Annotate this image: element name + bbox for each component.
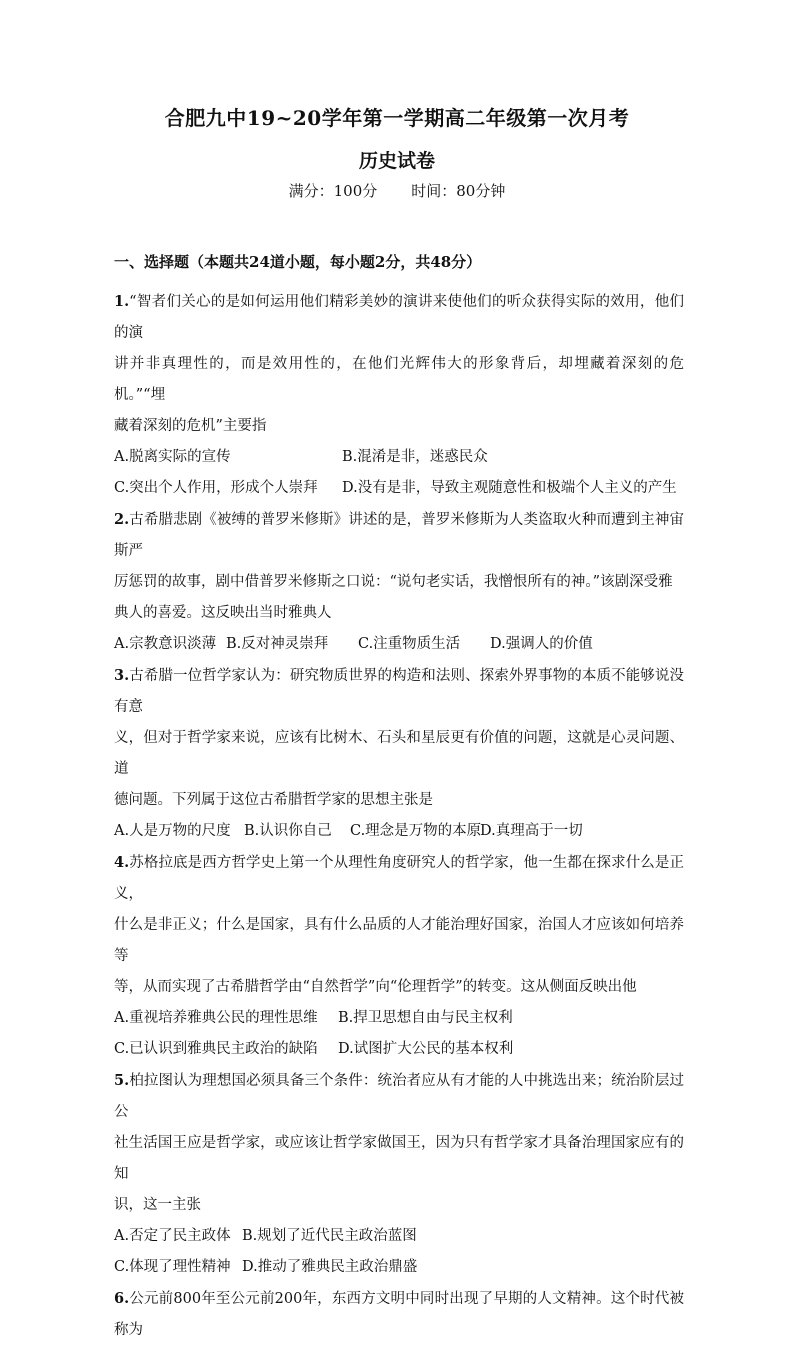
question-number: 1.: [114, 293, 130, 310]
question-stem: [114, 286, 684, 442]
option-b: B.认识你自己: [244, 823, 332, 839]
option-c: C.体现了理性精神: [114, 1259, 231, 1275]
question-4: [114, 847, 684, 1065]
option-b: B.规划了近代民主政治蓝图: [242, 1228, 417, 1244]
stem-line: 柏拉图认为理想国必须具备三个条件：统治者应从有才能的人中挑选出来；统治阶层过公: [114, 1073, 684, 1120]
option-d: D.真理高于一切: [480, 823, 583, 839]
option-d: D.强调人的价值: [490, 636, 593, 652]
option-c: C.注重物质生活: [358, 636, 461, 652]
options-row: [114, 629, 684, 660]
question-list: [114, 286, 684, 1346]
exam-title: 合肥九中19~20学年第一学期高二年级第一次月考: [164, 106, 630, 130]
question-stem: [114, 847, 684, 1003]
stem-line: 社生活国王应是哲学家，或应该让哲学家做国王，因为只有哲学家才具备治理国家应有的知: [114, 1135, 684, 1182]
question-5: [114, 1065, 684, 1283]
question-number: 5.: [114, 1072, 130, 1089]
option-c: C.理念是万物的本原: [350, 823, 482, 839]
options-row: [114, 1034, 684, 1065]
exam-meta: [0, 180, 794, 201]
question-2: [114, 504, 684, 660]
stem-line: 义，但对于哲学家来说，应该有比树木、石头和星辰更有价值的问题，这就是心灵问题、道: [114, 730, 684, 777]
question-number: 2.: [114, 511, 130, 528]
option-d: D.没有是非，导致主观随意性和极端个人主义的产生: [342, 480, 677, 496]
stem-line: 典人的喜爱。这反映出当时雅典人: [114, 605, 332, 621]
stem-line: 识，这一主张: [114, 1197, 201, 1213]
stem-line: 讲并非真理性的，而是效用性的，在他们光辉伟大的形象背后，却埋藏着深刻的危机。”“埋: [114, 356, 684, 403]
stem-line: 德问题。下列属于这位古希腊哲学家的思想主张是: [114, 792, 433, 808]
question-6: [114, 1283, 684, 1346]
stem-line: 什么是非正义；什么是国家，具有什么品质的人才能治理好国家，治国人才应该如何培养等: [114, 917, 684, 964]
stem-line: 古希腊一位哲学家认为：研究物质世界的构造和法则、探索外界事物的本质不能够说没有意: [114, 668, 684, 715]
option-a: A.重视培养雅典公民的理性思维: [114, 1010, 318, 1026]
options-row: [114, 1003, 684, 1034]
score-label: 满分：100分: [288, 182, 378, 200]
option-d: D.推动了雅典民主政治鼎盛: [242, 1259, 418, 1275]
question-number: 3.: [114, 667, 130, 684]
option-b: B.混淆是非，迷惑民众: [342, 449, 488, 465]
option-c: C.已认识到雅典民主政治的缺陷: [114, 1041, 318, 1057]
option-a: A.宗教意识淡薄: [114, 636, 217, 652]
question-1: [114, 286, 684, 504]
stem-line: 古希腊悲剧《被缚的普罗米修斯》讲述的是，普罗米修斯为人类盗取火种而遭到主神宙斯严: [114, 512, 684, 559]
options-row: [114, 473, 684, 504]
question-number: 4.: [114, 854, 130, 871]
options-row: [114, 1252, 684, 1283]
options-row: [114, 1221, 684, 1252]
exam-subject: 历史试卷: [358, 150, 435, 172]
stem-line: 苏格拉底是西方哲学史上第一个从理性角度研究人的哲学家，他一生都在探求什么是正义，: [114, 855, 684, 902]
stem-line: 等，从而实现了古希腊哲学由“自然哲学”向“伦理哲学”的转变。这从侧面反映出他: [114, 979, 637, 995]
option-c: C.突出个人作用，形成个人崇拜: [114, 480, 318, 496]
section-heading: 一、选择题（本题共24道小题，每小题2分，共48分）: [114, 253, 482, 271]
options-row: [114, 442, 684, 473]
option-d: D.试图扩大公民的基本权利: [338, 1041, 514, 1057]
option-b: B.反对神灵崇拜: [226, 636, 329, 652]
question-stem: [114, 1065, 684, 1221]
option-a: A.脱离实际的宣传: [114, 449, 231, 465]
option-a: A.人是万物的尺度: [114, 823, 231, 839]
question-stem: [114, 1283, 684, 1346]
stem-line: “智者们关心的是如何运用他们精彩美妙的演讲来使他们的听众获得实际的效用，他们的演: [114, 294, 684, 341]
question-number: 6.: [114, 1290, 130, 1307]
option-b: B.捍卫思想自由与民主权利: [338, 1010, 513, 1026]
stem-line: 厉惩罚的故事，剧中借普罗米修斯之口说：“说句老实话，我憎恨所有的神。”该剧深受雅: [114, 574, 673, 590]
question-3: [114, 660, 684, 847]
question-stem: [114, 504, 684, 629]
stem-line: 藏着深刻的危机”主要指: [114, 418, 267, 434]
time-label: 时间：80分钟: [411, 182, 506, 200]
stem-line: 公元前800年至公元前200年，东西方文明中同时出现了早期的人文精神。这个时代被称为: [114, 1291, 684, 1338]
option-a: A.否定了民主政体: [114, 1228, 231, 1244]
question-stem: [114, 660, 684, 816]
options-row: [114, 816, 684, 847]
